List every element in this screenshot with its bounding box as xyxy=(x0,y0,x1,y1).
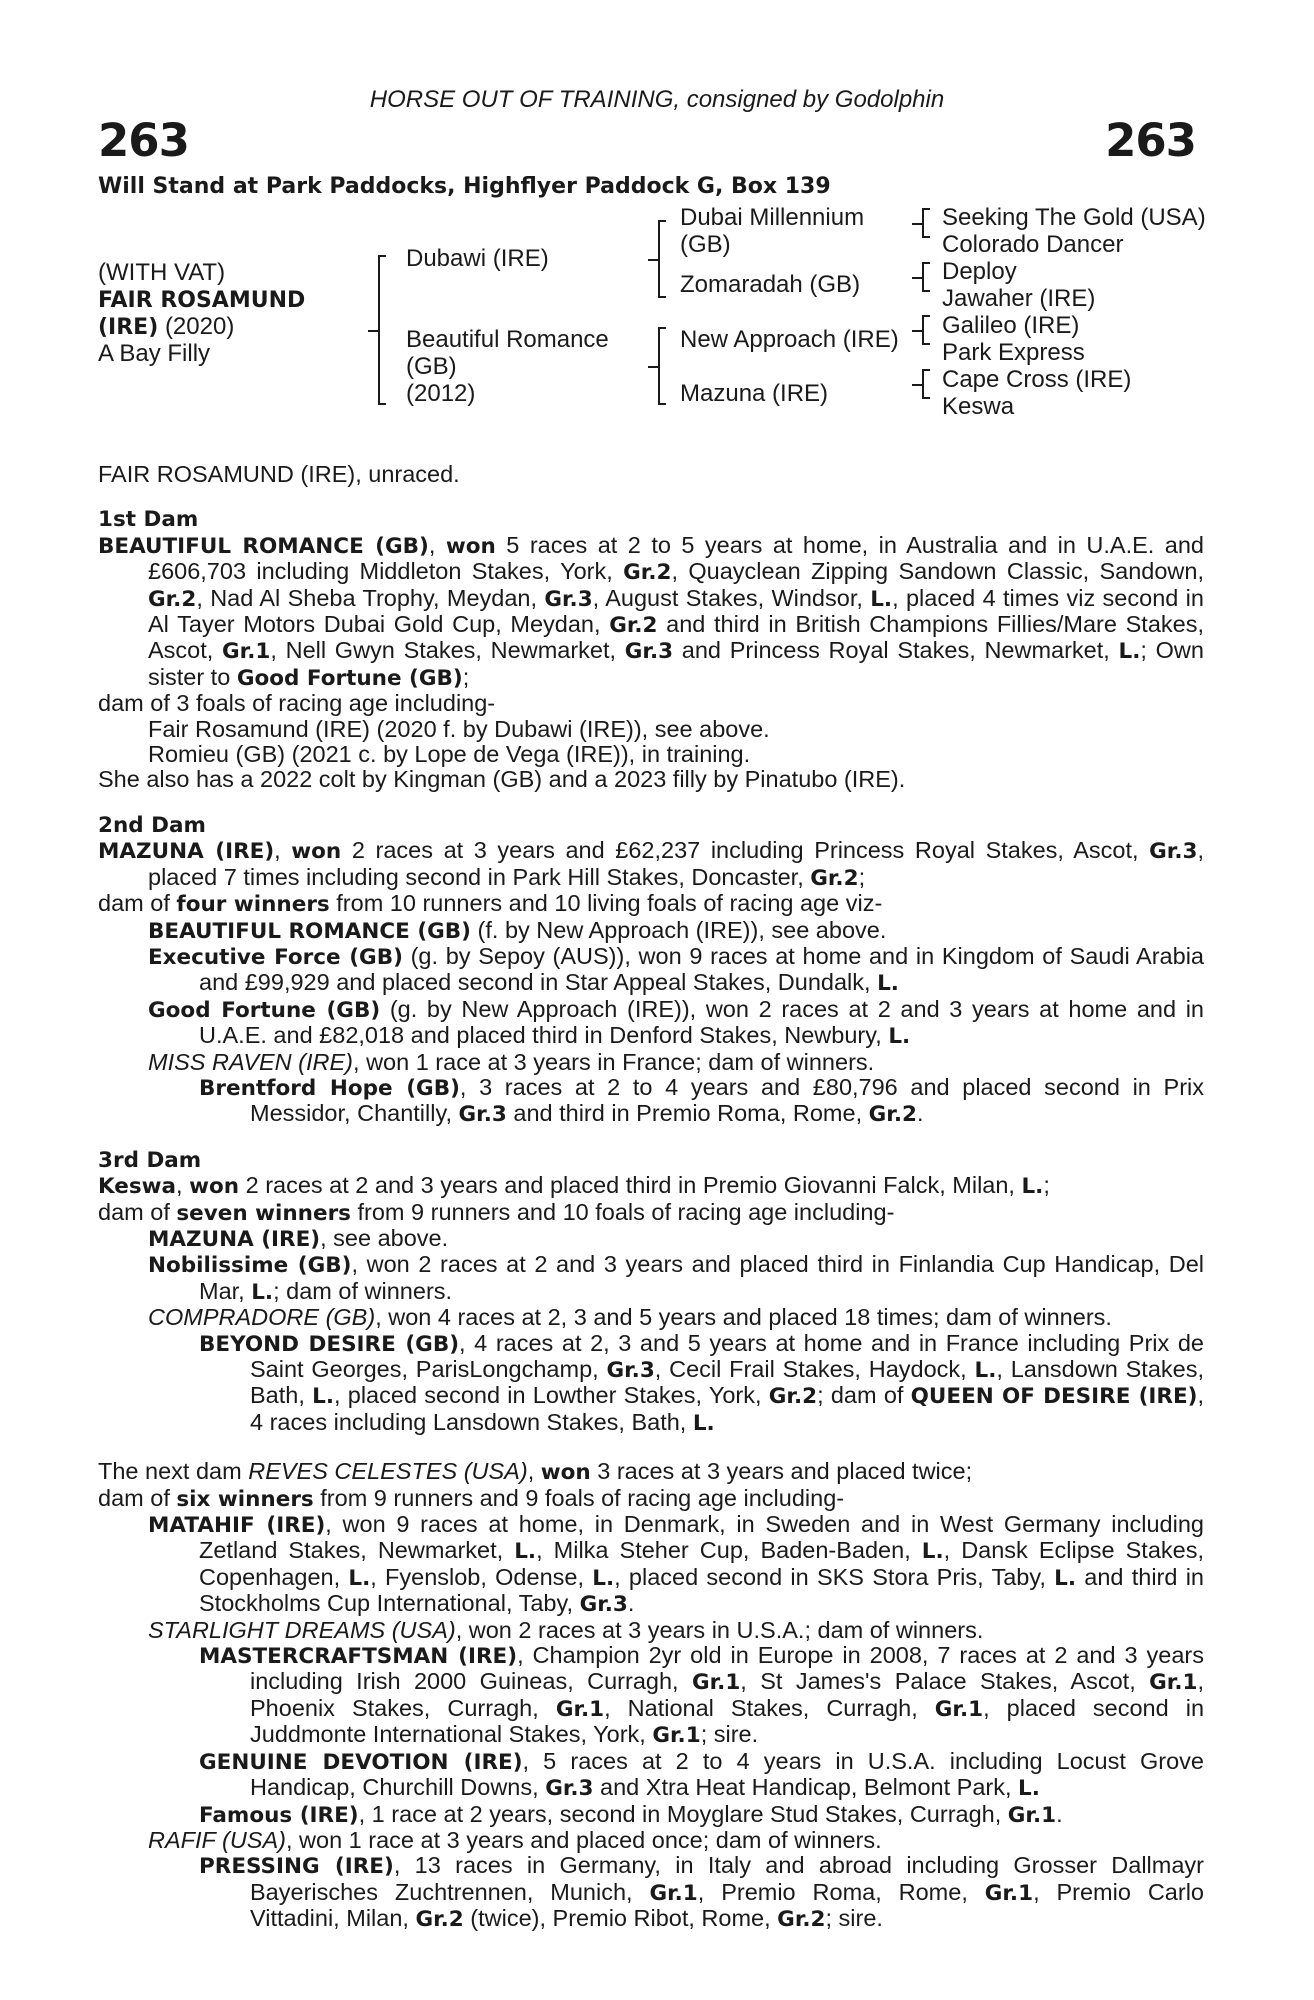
consignment-line: HORSE OUT OF TRAINING, consigned by Godolphin xyxy=(369,86,945,113)
dam-sire-sire: Galileo (IRE) xyxy=(942,312,1080,339)
dam-line-1: Beautiful Romance xyxy=(406,326,609,353)
dam2-produce-intro: dam of four winners from 10 runners and 10 living foals of racing age viz- xyxy=(98,890,883,918)
dam1-record: BEAUTIFUL ROMANCE (GB), won 5 races at 2 to 5 years at home, in Australia and in U.A.E. and £606,703 including Middleton Stakes, York, Gr.2, Quayclean Zipping Sandown Classic, Sandown, Gr.2, Nad Al Sheba Trophy, Meydan, Gr.3, August Stakes, Windsor, L., placed 4 times viz second in Al Tayer Motors Dubai Gold Cup, Meydan, Gr.2 and third in British Champions Fillies/Mare Stakes, Ascot, Gr.1, Nell Gwyn Stakes, Newmarket, Gr.3 and Princess Royal Stakes, Newmarket, L.; Own sister to Good Fortune (GB); xyxy=(98,531,1204,691)
next-dam-record: The next dam REVES CELESTES (USA), won 3 races at 3 years and placed twice; xyxy=(98,1458,973,1486)
horse-description: A Bay Filly xyxy=(98,340,211,367)
dam2-grandproduce-1: Brentford Hope (GB), 3 races at 2 to 4 years and £80,796 and placed second in Prix Messidor, Chantilly, Gr.3 and third in Premio Roma, Rome, Gr.2. xyxy=(199,1073,1204,1128)
dam-line-2: (GB) xyxy=(406,353,457,380)
next-dam-grandproduce-3: Famous (IRE), 1 race at 2 years, second in Moyglare Stud Stakes, Curragh, Gr.1. xyxy=(199,1800,1063,1828)
next-dam-grandproduce-4: PRESSING (IRE), 13 races in Germany, in Italy and abroad including Grosser Dallmayr Bayerisches Zuchtrennen, Munich, Gr.1, Premio Roma, Rome, Gr.1, Premio Carlo Vittadini, Milan, Gr.2 (twice), Premio Ribot, Rome, Gr.2; sire. xyxy=(199,1852,1204,1933)
dam3-grandproduce-1: BEYOND DESIRE (GB), 4 races at 2, 3 and 5 years at home and in France including Prix de Saint Georges, ParisLongchamp, Gr.3, Cecil Frail Stakes, Haydock, L., Lansdown Stakes, Bath, L., placed second in Lowther Stakes, York, Gr.2; dam of QUEEN OF DESIRE (IRE), 4 races including Lansdown Stakes, Bath, L. xyxy=(199,1329,1204,1436)
dam-sire-dam: Park Express xyxy=(942,339,1085,366)
lot-number-left: 263 xyxy=(98,114,189,167)
dam3-record: Keswa, won 2 races at 2 and 3 years and placed third in Premio Giovanni Falck, Milan, L.; xyxy=(98,1172,1050,1200)
sire-dam: Zomaradah (GB) xyxy=(680,271,861,298)
dam1-produce-intro: dam of 3 foals of racing age including- xyxy=(98,690,496,717)
dam3-produce-1: MAZUNA (IRE), see above. xyxy=(148,1224,449,1252)
brace-sd xyxy=(922,262,924,292)
dam-sire: New Approach (IRE) xyxy=(680,326,899,353)
catalogue-body xyxy=(98,462,1204,1933)
dam2-produce-2: Executive Force (GB) (g. by Sepoy (AUS)), won 9 races at home and in Kingdom of Saudi Arabia and £99,929 and placed second in Star Appeal Stakes, Dundalk, L. xyxy=(148,942,1204,997)
sire-sire-line-2: (GB) xyxy=(680,231,731,258)
dam2-produce-4: MISS RAVEN (IRE), won 1 race at 3 years in France; dam of winners. xyxy=(148,1048,875,1075)
horse-name: FAIR ROSAMUND xyxy=(98,288,306,313)
dam2-produce-1: BEAUTIFUL ROMANCE (GB) (f. by New Approach (IRE)), see above. xyxy=(148,916,887,944)
brace-dam xyxy=(658,327,660,405)
sire-sire-dam: Colorado Dancer xyxy=(942,231,1124,258)
next-dam-produce-1: MATAHIF (IRE), won 9 races at home, in Denmark, in Sweden and in West Germany including Zetland Stakes, Newmarket, L., Milka Steher Cup, Baden-Baden, L., Dansk Eclipse Stakes, Copenhagen, L., Fyenslob, Odense, L., placed second in SKS Stora Pris, Taby, L. and third in Stockholms Cup International, Taby, Gr.3. xyxy=(148,1511,1205,1618)
dam1-produce-1: Fair Rosamund (IRE) (2020 f. by Dubawi (IRE)), see above. xyxy=(148,715,770,742)
next-dam-produce-2: STARLIGHT DREAMS (USA), won 2 races at 3 years in U.S.A.; dam of winners. xyxy=(148,1616,984,1643)
sire-dam-dam: Jawaher (IRE) xyxy=(942,285,1096,312)
next-dam-produce-intro: dam of six winners from 9 runners and 9 foals of racing age including- xyxy=(98,1484,845,1512)
spacer xyxy=(98,1436,1204,1459)
lot-number-right: 263 xyxy=(1105,114,1196,167)
intro-line: FAIR ROSAMUND (IRE), unraced. xyxy=(98,461,460,487)
sire: Dubawi (IRE) xyxy=(406,245,549,272)
brace-sire xyxy=(658,220,660,298)
brace-ss xyxy=(922,208,924,238)
sire-sire-sire: Seeking The Gold (USA) xyxy=(942,204,1206,231)
vat-label: (WITH VAT) xyxy=(98,259,226,286)
brace-dd xyxy=(922,369,924,399)
dam3-produce-2: Nobilissime (GB), won 2 races at 2 and 3 years and placed third in Finlandia Cup Handicap, Del Mar, L.; dam of winners. xyxy=(148,1251,1204,1305)
brace-horse xyxy=(378,255,380,405)
dam-dam: Mazuna (IRE) xyxy=(680,380,829,407)
dam1-young-stock: She also has a 2022 colt by Kingman (GB) and a 2023 filly by Pinatubo (IRE). xyxy=(98,766,906,793)
dam-line-3: (2012) xyxy=(406,380,476,407)
sire-sire-line-1: Dubai Millennium xyxy=(680,204,865,231)
next-dam-grandproduce-2: GENUINE DEVOTION (IRE), 5 races at 2 to 4 years in U.S.A. including Locust Grove Handicap, Churchill Downs, Gr.3 and Xtra Heat Handicap, Belmont Park, L. xyxy=(199,1747,1205,1802)
dam2-produce-3: Good Fortune (GB) (g. by New Approach (IRE)), won 2 races at 2 and 3 years at home and in U.A.E. and £82,018 and placed third in Denford Stakes, Newbury, L. xyxy=(148,995,1204,1050)
dam3-produce-3: COMPRADORE (GB), won 4 races at 2, 3 and 5 years and placed 18 times; dam of winners. xyxy=(148,1304,1112,1331)
dam2-heading: 2nd Dam xyxy=(98,812,206,838)
dam-dam-sire: Cape Cross (IRE) xyxy=(942,366,1132,393)
brace-ds xyxy=(922,315,924,345)
dam3-produce-intro: dam of seven winners from 9 runners and 10 foals of racing age including- xyxy=(98,1198,895,1226)
dam3-heading: 3rd Dam xyxy=(98,1147,202,1173)
dam2-record: MAZUNA (IRE), won 2 races at 3 years and £62,237 including Princess Royal Stakes, Ascot, Gr.3, placed 7 times including second in Park Hill Stakes, Doncaster, Gr.2; xyxy=(98,837,1204,891)
next-dam-produce-3: RAFIF (USA), won 1 race at 3 years and placed once; dam of winners. xyxy=(148,1826,882,1853)
horse-name-year: (IRE) (2020) xyxy=(98,313,235,340)
dam1-produce-2: Romieu (GB) (2021 c. by Lope de Vega (IRE)), in training. xyxy=(148,741,751,768)
dam1-heading: 1st Dam xyxy=(98,507,199,533)
dam-dam-dam: Keswa xyxy=(942,393,1015,420)
sire-dam-sire: Deploy xyxy=(942,258,1017,285)
next-dam-grandproduce-1: MASTERCRAFTSMAN (IRE), Champion 2yr old in Europe in 2008, 7 races at 2 and 3 years including Irish 2000 Guineas, Curragh, Gr.1, St James's Palace Stakes, Ascot, Gr.1, Phoenix Stakes, Curragh, Gr.1, National Stakes, Curragh, Gr.1, placed second in Juddmonte International Stakes, York, Gr.1; sire. xyxy=(199,1642,1205,1749)
stand-location: Will Stand at Park Paddocks, Highflyer Paddock G, Box 139 xyxy=(98,174,831,199)
